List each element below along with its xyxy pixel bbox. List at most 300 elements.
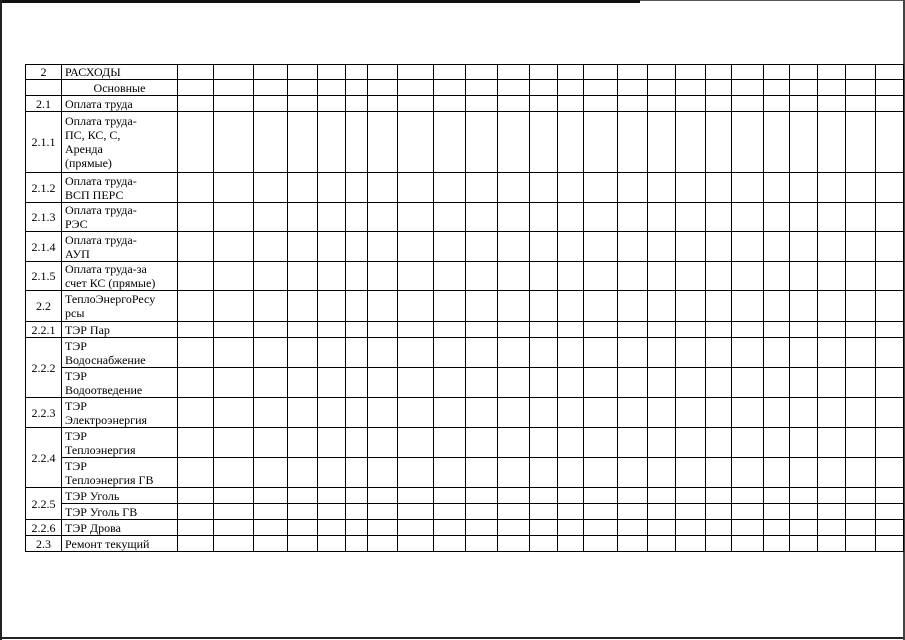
empty-value-cell: [498, 65, 530, 80]
table-row: [26, 80, 904, 96]
row-name-cell: Основные: [62, 80, 178, 96]
empty-value-cell: [846, 504, 876, 520]
empty-value-cell: [318, 488, 346, 504]
empty-value-cell: [530, 65, 558, 80]
empty-value-cell: [318, 536, 346, 552]
row-code-cell: 2.1.3: [26, 203, 62, 232]
empty-value-cell: [846, 65, 876, 80]
empty-value-cell: [368, 96, 398, 112]
empty-value-cell: [558, 262, 584, 291]
row-name-cell: ТЭР Уголь ГВ: [62, 504, 178, 520]
empty-value-cell: [434, 112, 466, 173]
empty-value-cell: [254, 368, 288, 398]
empty-value-cell: [648, 322, 676, 338]
row-name-cell: ТЭР Теплоэнергия: [62, 428, 178, 458]
empty-value-cell: [254, 520, 288, 536]
empty-value-cell: [214, 322, 254, 338]
empty-value-cell: [254, 458, 288, 488]
empty-value-cell: [618, 173, 648, 203]
empty-value-cell: [558, 80, 584, 96]
empty-value-cell: [732, 112, 764, 173]
empty-value-cell: [846, 488, 876, 504]
empty-value-cell: [530, 368, 558, 398]
empty-value-cell: [764, 65, 790, 80]
empty-value-cell: [318, 428, 346, 458]
empty-value-cell: [846, 458, 876, 488]
row-code-cell: 2.2: [26, 291, 62, 322]
empty-value-cell: [676, 173, 706, 203]
empty-value-cell: [498, 428, 530, 458]
empty-value-cell: [846, 96, 876, 112]
empty-value-cell: [618, 338, 648, 368]
empty-value-cell: [214, 262, 254, 291]
empty-value-cell: [558, 173, 584, 203]
empty-value-cell: [466, 65, 498, 80]
empty-value-cell: [178, 232, 214, 262]
empty-value-cell: [498, 232, 530, 262]
scan-bottom-edge: [0, 637, 905, 639]
scan-left-edge: [0, 0, 2, 640]
empty-value-cell: [676, 262, 706, 291]
empty-value-cell: [214, 96, 254, 112]
empty-value-cell: [498, 338, 530, 368]
empty-value-cell: [618, 536, 648, 552]
row-name-cell: Оплата труда- РЭС: [62, 203, 178, 232]
empty-value-cell: [368, 338, 398, 368]
table-row: [26, 291, 904, 322]
empty-value-cell: [648, 96, 676, 112]
empty-value-cell: [706, 291, 732, 322]
empty-value-cell: [648, 488, 676, 504]
empty-value-cell: [706, 203, 732, 232]
empty-value-cell: [368, 322, 398, 338]
empty-value-cell: [790, 232, 818, 262]
empty-value-cell: [558, 458, 584, 488]
empty-value-cell: [466, 232, 498, 262]
row-name-cell: ТЭР Водоснабжение: [62, 338, 178, 368]
empty-value-cell: [346, 173, 368, 203]
empty-value-cell: [676, 65, 706, 80]
empty-value-cell: [214, 458, 254, 488]
empty-value-cell: [764, 458, 790, 488]
empty-value-cell: [732, 520, 764, 536]
empty-value-cell: [558, 65, 584, 80]
row-code-cell: 2.1: [26, 96, 62, 112]
empty-value-cell: [178, 488, 214, 504]
empty-value-cell: [178, 520, 214, 536]
empty-value-cell: [368, 80, 398, 96]
empty-value-cell: [178, 80, 214, 96]
empty-value-cell: [214, 338, 254, 368]
empty-value-cell: [764, 398, 790, 428]
empty-value-cell: [790, 80, 818, 96]
empty-value-cell: [214, 112, 254, 173]
empty-value-cell: [676, 112, 706, 173]
empty-value-cell: [876, 488, 904, 504]
empty-value-cell: [466, 203, 498, 232]
empty-value-cell: [178, 504, 214, 520]
empty-value-cell: [790, 368, 818, 398]
empty-value-cell: [178, 203, 214, 232]
empty-value-cell: [288, 488, 318, 504]
table-row: [26, 398, 904, 428]
empty-value-cell: [732, 398, 764, 428]
empty-value-cell: [732, 488, 764, 504]
empty-value-cell: [846, 398, 876, 428]
empty-value-cell: [676, 504, 706, 520]
table-row: [26, 262, 904, 291]
empty-value-cell: [846, 520, 876, 536]
empty-value-cell: [676, 322, 706, 338]
empty-value-cell: [676, 488, 706, 504]
empty-value-cell: [818, 232, 846, 262]
empty-value-cell: [818, 488, 846, 504]
empty-value-cell: [254, 488, 288, 504]
empty-value-cell: [434, 291, 466, 322]
empty-value-cell: [732, 428, 764, 458]
table-row: [26, 488, 904, 504]
empty-value-cell: [558, 520, 584, 536]
row-name-cell: Оплата труда- ПС, КС, С, Аренда (прямые): [62, 112, 178, 173]
empty-value-cell: [466, 504, 498, 520]
empty-value-cell: [558, 232, 584, 262]
table-row: [26, 428, 904, 458]
empty-value-cell: [288, 291, 318, 322]
empty-value-cell: [764, 173, 790, 203]
empty-value-cell: [530, 262, 558, 291]
empty-value-cell: [434, 65, 466, 80]
empty-value-cell: [254, 291, 288, 322]
row-name-cell: Ремонт текущий: [62, 536, 178, 552]
empty-value-cell: [434, 398, 466, 428]
empty-value-cell: [530, 203, 558, 232]
row-code-cell: 2.1.1: [26, 112, 62, 173]
empty-value-cell: [530, 96, 558, 112]
empty-value-cell: [288, 428, 318, 458]
empty-value-cell: [398, 504, 434, 520]
empty-value-cell: [530, 458, 558, 488]
empty-value-cell: [676, 203, 706, 232]
empty-value-cell: [214, 291, 254, 322]
empty-value-cell: [346, 65, 368, 80]
empty-value-cell: [254, 112, 288, 173]
empty-value-cell: [790, 322, 818, 338]
row-name-cell: ТЭР Водоотведение: [62, 368, 178, 398]
row-code-cell: 2.1.4: [26, 232, 62, 262]
expenses-table-body: [26, 65, 904, 552]
empty-value-cell: [648, 428, 676, 458]
empty-value-cell: [498, 536, 530, 552]
empty-value-cell: [398, 173, 434, 203]
empty-value-cell: [398, 203, 434, 232]
empty-value-cell: [530, 488, 558, 504]
empty-value-cell: [618, 291, 648, 322]
empty-value-cell: [618, 232, 648, 262]
empty-value-cell: [676, 232, 706, 262]
empty-value-cell: [764, 96, 790, 112]
empty-value-cell: [466, 536, 498, 552]
empty-value-cell: [318, 291, 346, 322]
empty-value-cell: [178, 65, 214, 80]
empty-value-cell: [288, 458, 318, 488]
row-code-cell: 2.2.6: [26, 520, 62, 536]
empty-value-cell: [706, 458, 732, 488]
empty-value-cell: [876, 536, 904, 552]
empty-value-cell: [466, 428, 498, 458]
empty-value-cell: [398, 291, 434, 322]
empty-value-cell: [214, 520, 254, 536]
empty-value-cell: [254, 322, 288, 338]
empty-value-cell: [530, 291, 558, 322]
empty-value-cell: [346, 398, 368, 428]
empty-value-cell: [214, 428, 254, 458]
row-name-cell: ТЭР Электроэнергия: [62, 398, 178, 428]
empty-value-cell: [584, 80, 618, 96]
empty-value-cell: [732, 173, 764, 203]
empty-value-cell: [254, 80, 288, 96]
empty-value-cell: [818, 428, 846, 458]
empty-value-cell: [214, 536, 254, 552]
empty-value-cell: [558, 112, 584, 173]
empty-value-cell: [876, 80, 904, 96]
empty-value-cell: [732, 203, 764, 232]
empty-value-cell: [178, 112, 214, 173]
empty-value-cell: [398, 398, 434, 428]
empty-value-cell: [530, 428, 558, 458]
empty-value-cell: [398, 428, 434, 458]
empty-value-cell: [288, 338, 318, 368]
empty-value-cell: [214, 173, 254, 203]
empty-value-cell: [790, 338, 818, 368]
empty-value-cell: [876, 96, 904, 112]
empty-value-cell: [648, 338, 676, 368]
table-row: [26, 173, 904, 203]
empty-value-cell: [618, 203, 648, 232]
empty-value-cell: [648, 398, 676, 428]
empty-value-cell: [818, 80, 846, 96]
empty-value-cell: [434, 232, 466, 262]
empty-value-cell: [706, 173, 732, 203]
empty-value-cell: [818, 262, 846, 291]
empty-value-cell: [288, 520, 318, 536]
empty-value-cell: [790, 112, 818, 173]
empty-value-cell: [584, 291, 618, 322]
empty-value-cell: [846, 428, 876, 458]
empty-value-cell: [398, 322, 434, 338]
empty-value-cell: [368, 232, 398, 262]
empty-value-cell: [706, 80, 732, 96]
empty-value-cell: [876, 338, 904, 368]
row-name-cell: ТЭР Пар: [62, 322, 178, 338]
empty-value-cell: [530, 173, 558, 203]
empty-value-cell: [584, 65, 618, 80]
empty-value-cell: [178, 398, 214, 428]
empty-value-cell: [254, 504, 288, 520]
empty-value-cell: [648, 232, 676, 262]
empty-value-cell: [318, 504, 346, 520]
empty-value-cell: [288, 504, 318, 520]
empty-value-cell: [846, 322, 876, 338]
empty-value-cell: [618, 488, 648, 504]
empty-value-cell: [584, 322, 618, 338]
empty-value-cell: [790, 398, 818, 428]
empty-value-cell: [846, 232, 876, 262]
empty-value-cell: [706, 428, 732, 458]
empty-value-cell: [498, 504, 530, 520]
empty-value-cell: [498, 322, 530, 338]
empty-value-cell: [434, 458, 466, 488]
empty-value-cell: [530, 338, 558, 368]
empty-value-cell: [346, 291, 368, 322]
empty-value-cell: [398, 262, 434, 291]
empty-value-cell: [254, 232, 288, 262]
table-row: [26, 65, 904, 80]
empty-value-cell: [706, 368, 732, 398]
empty-value-cell: [434, 262, 466, 291]
empty-value-cell: [346, 458, 368, 488]
empty-value-cell: [764, 262, 790, 291]
empty-value-cell: [498, 203, 530, 232]
empty-value-cell: [732, 368, 764, 398]
empty-value-cell: [346, 232, 368, 262]
empty-value-cell: [764, 520, 790, 536]
empty-value-cell: [706, 520, 732, 536]
row-code-cell: 2.2.5: [26, 488, 62, 520]
empty-value-cell: [558, 398, 584, 428]
empty-value-cell: [498, 262, 530, 291]
empty-value-cell: [318, 520, 346, 536]
empty-value-cell: [178, 262, 214, 291]
empty-value-cell: [764, 504, 790, 520]
empty-value-cell: [648, 458, 676, 488]
empty-value-cell: [288, 96, 318, 112]
empty-value-cell: [618, 80, 648, 96]
empty-value-cell: [466, 520, 498, 536]
empty-value-cell: [346, 338, 368, 368]
empty-value-cell: [318, 96, 346, 112]
empty-value-cell: [398, 232, 434, 262]
row-name-cell: ТеплоЭнергоРесу рсы: [62, 291, 178, 322]
empty-value-cell: [398, 338, 434, 368]
empty-value-cell: [648, 80, 676, 96]
row-code-cell: 2.1.5: [26, 262, 62, 291]
row-code-cell: 2.1.2: [26, 173, 62, 203]
empty-value-cell: [846, 80, 876, 96]
empty-value-cell: [558, 504, 584, 520]
empty-value-cell: [764, 338, 790, 368]
row-code-cell: 2.3: [26, 536, 62, 552]
empty-value-cell: [346, 520, 368, 536]
empty-value-cell: [676, 536, 706, 552]
empty-value-cell: [318, 173, 346, 203]
empty-value-cell: [584, 536, 618, 552]
empty-value-cell: [764, 536, 790, 552]
empty-value-cell: [818, 291, 846, 322]
empty-value-cell: [732, 536, 764, 552]
empty-value-cell: [618, 322, 648, 338]
empty-value-cell: [706, 96, 732, 112]
empty-value-cell: [706, 488, 732, 504]
scan-top-edge-thin: [640, 0, 905, 1]
empty-value-cell: [214, 203, 254, 232]
empty-value-cell: [558, 428, 584, 458]
empty-value-cell: [648, 203, 676, 232]
empty-value-cell: [558, 338, 584, 368]
empty-value-cell: [178, 96, 214, 112]
empty-value-cell: [254, 173, 288, 203]
empty-value-cell: [790, 520, 818, 536]
empty-value-cell: [676, 291, 706, 322]
empty-value-cell: [368, 291, 398, 322]
empty-value-cell: [346, 504, 368, 520]
empty-value-cell: [288, 398, 318, 428]
empty-value-cell: [584, 262, 618, 291]
empty-value-cell: [346, 80, 368, 96]
empty-value-cell: [346, 112, 368, 173]
empty-value-cell: [368, 65, 398, 80]
empty-value-cell: [434, 536, 466, 552]
empty-value-cell: [398, 536, 434, 552]
empty-value-cell: [398, 488, 434, 504]
empty-value-cell: [732, 232, 764, 262]
empty-value-cell: [648, 536, 676, 552]
empty-value-cell: [790, 458, 818, 488]
empty-value-cell: [466, 322, 498, 338]
empty-value-cell: [434, 96, 466, 112]
empty-value-cell: [254, 398, 288, 428]
empty-value-cell: [818, 536, 846, 552]
empty-value-cell: [318, 80, 346, 96]
empty-value-cell: [530, 322, 558, 338]
table-row: [26, 322, 904, 338]
empty-value-cell: [732, 291, 764, 322]
empty-value-cell: [706, 504, 732, 520]
empty-value-cell: [732, 458, 764, 488]
empty-value-cell: [178, 368, 214, 398]
empty-value-cell: [318, 65, 346, 80]
empty-value-cell: [618, 504, 648, 520]
empty-value-cell: [618, 520, 648, 536]
empty-value-cell: [732, 262, 764, 291]
empty-value-cell: [368, 398, 398, 428]
row-name-cell: ТЭР Уголь: [62, 488, 178, 504]
empty-value-cell: [434, 338, 466, 368]
empty-value-cell: [584, 504, 618, 520]
empty-value-cell: [368, 520, 398, 536]
empty-value-cell: [584, 488, 618, 504]
empty-value-cell: [346, 203, 368, 232]
empty-value-cell: [818, 458, 846, 488]
empty-value-cell: [706, 322, 732, 338]
empty-value-cell: [214, 232, 254, 262]
empty-value-cell: [648, 65, 676, 80]
empty-value-cell: [178, 428, 214, 458]
empty-value-cell: [790, 428, 818, 458]
empty-value-cell: [214, 504, 254, 520]
empty-value-cell: [368, 262, 398, 291]
empty-value-cell: [818, 398, 846, 428]
empty-value-cell: [764, 203, 790, 232]
empty-value-cell: [818, 368, 846, 398]
empty-value-cell: [318, 322, 346, 338]
empty-value-cell: [346, 488, 368, 504]
row-name-cell: Оплата труда- ВСП ПЕРС: [62, 173, 178, 203]
empty-value-cell: [584, 458, 618, 488]
empty-value-cell: [178, 536, 214, 552]
empty-value-cell: [706, 262, 732, 291]
empty-value-cell: [732, 322, 764, 338]
empty-value-cell: [558, 488, 584, 504]
